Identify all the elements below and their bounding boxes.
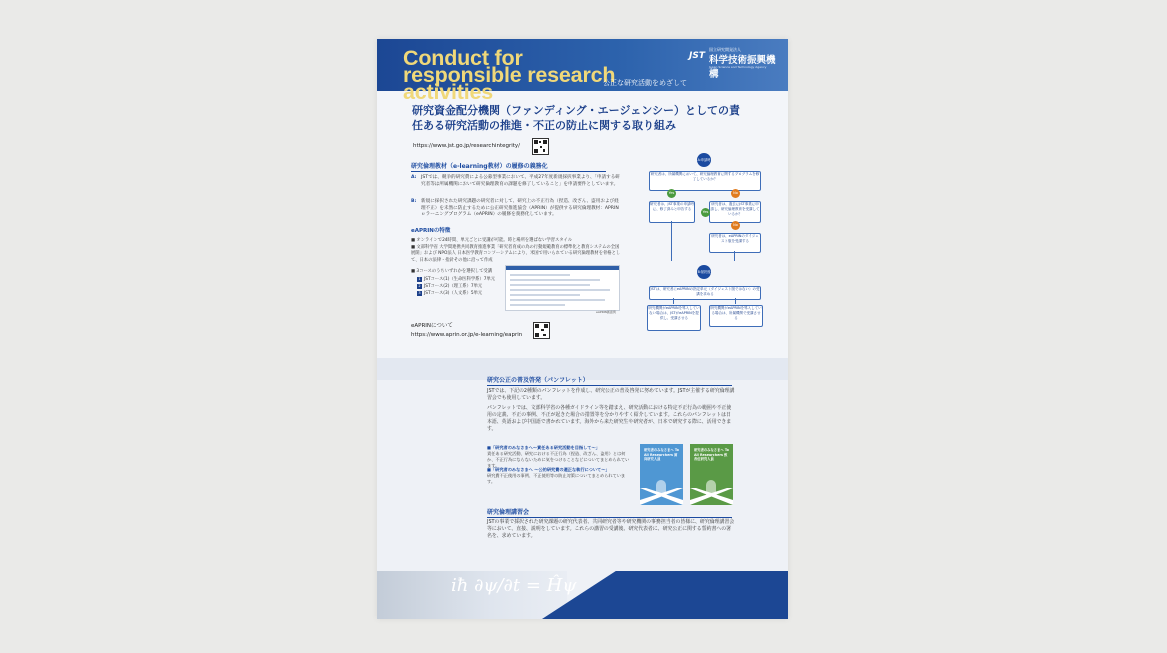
flow-box-no2: 研究者は、eAPRINのダイジェスト版を受講する bbox=[709, 233, 761, 253]
poster-subtitle: 公正な研究活動をめざして bbox=[603, 79, 687, 87]
eaprin-about: eAPRINについて bbox=[411, 323, 453, 329]
course-item: 3 JSTコース(3)（人文系）5単元 bbox=[418, 291, 483, 296]
flow-b-circle: B:採択後 bbox=[697, 265, 711, 279]
pamphlet-cover-green: 研究者のみなさまへ To All Researchers 致各位研究人員 bbox=[690, 444, 733, 505]
no-badge: No bbox=[731, 189, 740, 198]
course-item: 1 JSTコース(1)（生命医科学系）7単元 bbox=[418, 277, 496, 282]
yes-badge: Yes bbox=[667, 189, 676, 198]
no-badge: No bbox=[731, 221, 740, 230]
poster bbox=[377, 39, 788, 619]
flow-box-b2: 研究機関がeAPRINを導入している場合は、所属機関で受講させる bbox=[709, 305, 763, 327]
seminar-text: JSTの事業で採択された研究課題の研究代表者、共同研究者等や研究機関の事務担当者の皆様に、研究倫理講習会等において、直接、説明をしています。これらの講習の受講後、研究代表者に、研究公正に関する誓約書への署名を、求めています。 bbox=[487, 519, 735, 539]
screen-caption: eAPRIN画面例 bbox=[596, 310, 616, 314]
jst-logo bbox=[689, 47, 781, 80]
yes-badge: Yes bbox=[701, 208, 710, 217]
formula-image bbox=[377, 571, 577, 619]
course-item: 2 JSTコース(2)（理工系）7単元 bbox=[418, 284, 483, 289]
b-label: B: bbox=[411, 199, 417, 204]
header-banner bbox=[377, 39, 788, 104]
eaprin-heading: eAPRINの特徴 bbox=[411, 228, 451, 234]
eaprin-bullet-2: ■ 文部科学省 大学間連携共同教育推進事業「研究者育成の為の行動規範教育の標準化と教育システムの全国展開」および NPO法人 日本医学教育コンソーシアムにより、米国で用いられている研究倫理教材を骨格として、日本の法律・指針その他に沿って作成 bbox=[411, 245, 621, 263]
flow-box-b: JSTは、研究者にeAPRINの指定単元（ダイジェスト版ではない）の受講を求める bbox=[649, 286, 761, 300]
main-title: 研究資金配分機関（ファンディング・エージェンシー）としての責任ある研究活動の推進・不正の防止に関する取り組み bbox=[412, 104, 740, 132]
pamphlet-item-1-text: 責任ある研究活動、研究における不正行為（捏造、改ざん、盗用）とは何か、不正行為にならないために気をつけることなどについてまとめられています。 bbox=[487, 451, 630, 468]
eaprin-bullet-1: ■ オンラインで24時間、単元ごとに受講が可能。時と場所を選ばない学習スタイル bbox=[411, 238, 573, 243]
section-pamphlet-heading: 研究公正の普及啓発（パンフレット） bbox=[487, 375, 732, 386]
flow-q1: 研究者は、所属機関において、研究倫理教育に関するプログラムを修了しているか？ bbox=[649, 171, 761, 191]
eaprin-url: https://www.aprin.or.jp/e-learning/eaprin bbox=[411, 332, 523, 338]
eaprin-screenshot bbox=[505, 265, 620, 311]
section-seminar-heading: 研究倫理講習会 bbox=[487, 507, 732, 518]
qr-code-icon bbox=[532, 138, 549, 155]
section-elearning-heading: 研究倫理教材（e-learning教材）の履修の義務化 bbox=[411, 161, 606, 172]
poster-title: Conduct for responsible research activities bbox=[403, 46, 616, 104]
pamphlet-detail: パンフレットでは、文部科学省の各種ガイドライン等を踏まえ、研究活動における特定不正行為の範囲や不正使用の定義、不正の事例、不正が起きた場合の措置等を分かりやすく紹介しています。これらのパンフレットは日本語、英語および中国語で書かれています。海外から来た研究生や研究者が、日本で研究する際に、活用できます。 bbox=[487, 405, 732, 432]
jst-logo-mark: JST bbox=[689, 51, 705, 61]
jst-url: https://www.jst.go.jp/researchintegrity/ bbox=[413, 143, 521, 149]
a-label: A: bbox=[411, 175, 417, 180]
pamphlet-item-2-text: 研究費不正使用の事例、不正使用等の防止対策についてまとめられています。 bbox=[487, 473, 626, 484]
b-text: 新規に採択された研究課題の研究者に対して、研究上の不正行為（捏造、改ざん、盗用および経理不正）を未然に防止するために公正研究推進協会（APRIN）が提供する研究倫理教材：APRINｅラーニングプログラム（eAPRIN）の履修を義務化しています。 bbox=[421, 199, 619, 218]
jst-logo-small: 国立研究開発法人 bbox=[709, 47, 741, 52]
flowchart bbox=[645, 153, 763, 335]
eaprin-bullet-3: ■ 3コースのうちいずれかを選択して受講 bbox=[411, 269, 492, 274]
flow-a-circle: A:申請時 bbox=[697, 153, 711, 167]
flow-box-b1: 研究機関がeAPRINを導入していない場合は、JSTがeAPRINを提供し、受講させる bbox=[647, 305, 701, 331]
qr-code-icon bbox=[533, 322, 550, 339]
flow-box-yes1: 研究者は、JST事業の申請時に、修了済みと申告する bbox=[649, 201, 695, 223]
pamphlet-item-1-title: ■「研究者のみなさまへ～責任ある研究活動を目指して～」 bbox=[487, 445, 600, 450]
schrodinger-formula: iħ ∂ψ/∂t = Ĥψ bbox=[451, 575, 577, 596]
jst-logo-en: Japan Science and Technology Agency bbox=[709, 65, 767, 69]
flow-q2: 研究者は、過去にJST事業に申請し、研究倫理教育を受講しているか？ bbox=[709, 201, 761, 223]
jst-logo-name: 科学技術振興機構 bbox=[709, 55, 776, 80]
a-text: JSTでは、競争的研究費による公募型事業において、平成27年度新規採択事業より、「申請する研究者等は所属機関において研究倫理教育の課題を修了していること」を申請要件としています。 bbox=[421, 175, 620, 187]
pamphlet-intro: JSTでは、下記の2種類のパンフレットを作成し、研究公正の普及啓発に努めています。JSTが主催する研究倫理講習会でも使用しています。 bbox=[487, 388, 735, 401]
pamphlet-cover-blue: 研究者のみなさまへ To All Researchers 面向研究人員 bbox=[640, 444, 683, 505]
pamphlet-item-2-title: ■「研究者のみなさまへ ～公的研究費の適正な執行について～」 bbox=[487, 467, 610, 472]
